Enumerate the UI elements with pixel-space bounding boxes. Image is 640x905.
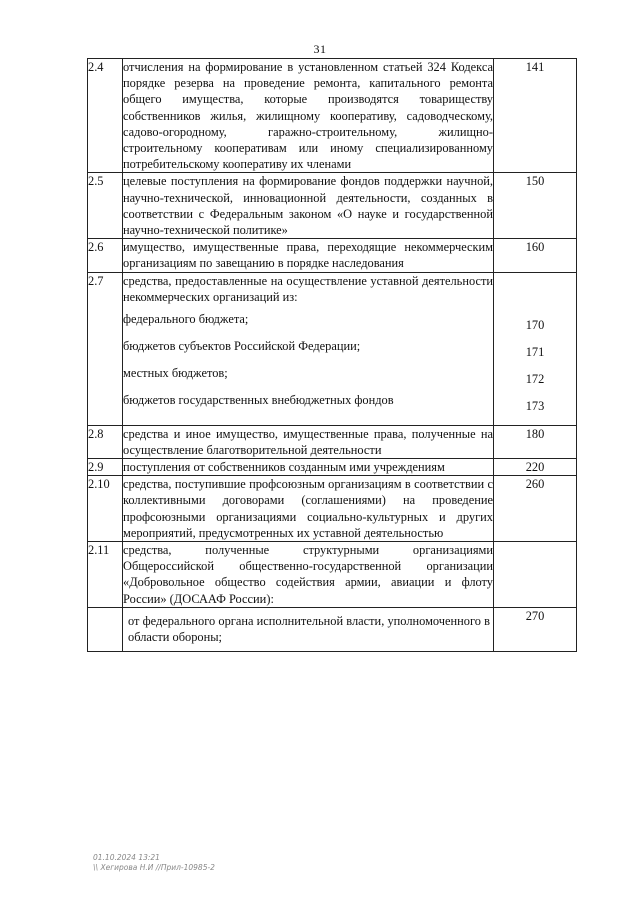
row-number: 2.11	[88, 542, 123, 608]
budget-source-list	[123, 305, 493, 419]
row-codes	[494, 272, 577, 425]
stamp-timestamp: 01.10.2024 13:21	[93, 853, 160, 862]
row-number: 2.7	[88, 272, 123, 425]
row-code: 260	[494, 476, 577, 542]
row-number: 2.4	[88, 59, 123, 173]
row-description: от федерального органа исполнительной власти, уполномоченного в области обороны;	[123, 607, 494, 651]
row-code: 150	[494, 173, 577, 239]
row-description-intro: средства, предоставленные на осуществление уставной деятельности некоммерческих организаций из:	[123, 273, 493, 304]
table-row	[88, 542, 577, 608]
row-number: 2.8	[88, 425, 123, 458]
row-code: 171	[525, 344, 545, 359]
row-code: 270	[494, 607, 577, 651]
row-code: 173	[525, 398, 545, 413]
table-row	[88, 607, 577, 651]
stamp-reference: \\ Хегирова Н.И //Прил-10985-2	[93, 863, 215, 872]
table-row	[88, 173, 577, 239]
row-code: 180	[494, 425, 577, 458]
row-description: имущество, имущественные права, переходящие некоммерческим организациям по завещанию в порядке наследования	[123, 240, 493, 271]
list-item: бюджетов государственных внебюджетных фондов	[123, 393, 394, 408]
row-number: 2.9	[88, 459, 123, 476]
row-code: 160	[494, 239, 577, 272]
row-description: средства, поступившие профсоюзным организациям в соответствии с коллективными договорами (соглашениями) на проведение профсоюзными организациями социально-культурных и других мероприятий, предусмотренных их уставной деятельностью	[123, 477, 493, 540]
page-number: 31	[313, 42, 327, 56]
row-description: поступления от собственников созданным ими учреждениям	[123, 459, 494, 476]
table-row	[88, 59, 577, 173]
table-row	[88, 239, 577, 272]
row-description	[123, 272, 494, 425]
table-row	[88, 476, 577, 542]
row-description: отчисления на формирование в установленном статьей 324 Кодекса порядке резерва на проведение ремонта, капитального ремонта общего имущества, которые производятся товариществу собственников жилья, жилищному кооперативу, садоводческому, садово-огородному, гаражно-строительному, жилищно-строительному кооперативам или иному специализированному потребительскому кооперативу их членами	[123, 60, 493, 172]
document-stamp	[93, 853, 215, 873]
row-description: средства и иное имущество, имущественные права, полученные на осуществление благотворительной деятельности	[123, 426, 493, 457]
table-row	[88, 425, 577, 458]
table-row	[88, 459, 577, 476]
row-number: 2.10	[88, 476, 123, 542]
list-item: бюджетов субъектов Российской Федерации;	[123, 339, 361, 354]
row-code	[494, 542, 577, 608]
row-description: средства, полученные структурными организациями Общероссийской общественно-государственной организации «Добровольное общество содействия армии, авиации и флоту России» (ДОСААФ России):	[123, 543, 493, 606]
row-number: 2.5	[88, 173, 123, 239]
row-code: 141	[494, 59, 577, 173]
row-description: целевые поступления на формирование фондов поддержки научной, научно-технической, инновационной деятельности, созданных в соответствии с Федеральным законом «О науке и государственной научно-технической политике»	[123, 174, 493, 238]
row-number: 2.6	[88, 239, 123, 272]
row-code: 220	[494, 459, 577, 476]
row-code: 170	[525, 317, 545, 332]
list-item: федерального бюджета;	[123, 312, 249, 327]
list-item: местных бюджетов;	[123, 366, 228, 381]
table-row	[88, 272, 577, 425]
row-code: 172	[525, 371, 545, 386]
row-number	[88, 607, 123, 651]
income-codes-table	[87, 58, 577, 652]
